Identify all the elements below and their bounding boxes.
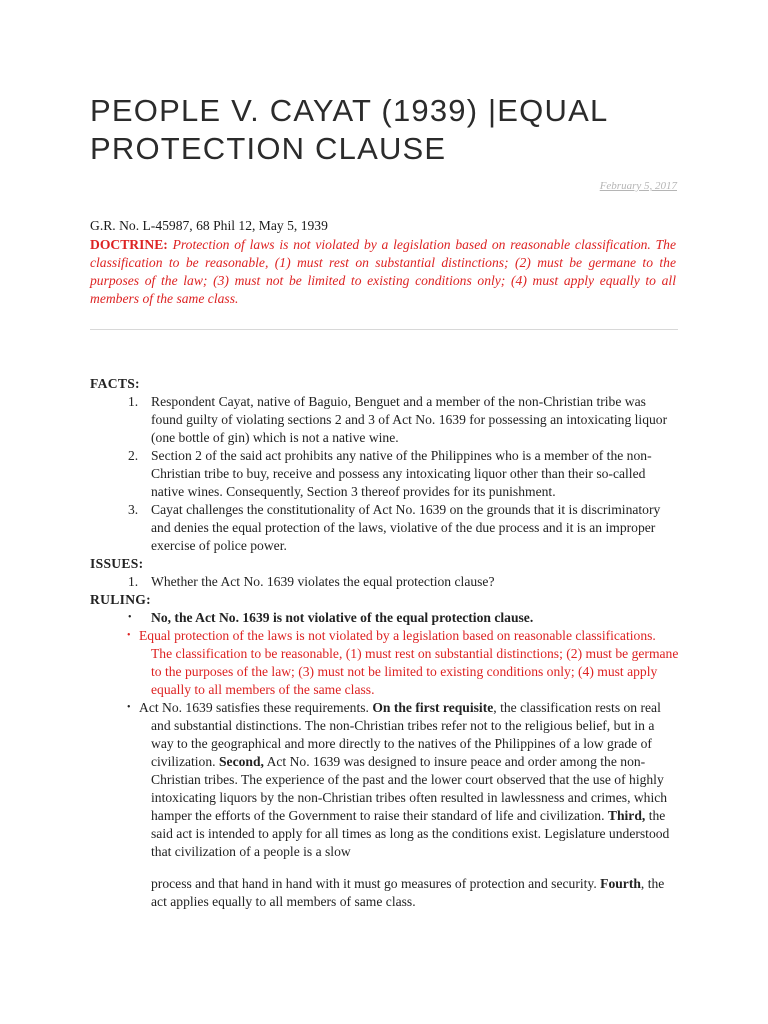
continuation-text-a: process and that hand in hand with it must go measures of protection and security. [151, 876, 597, 891]
fact-text: Section 2 of the said act prohibits any native of the Philippines who is a member of the non-Christian tribe to buy, receive and possess any intoxicating liquor other than their so-called native wines. Consequently, Section 3 thereof provides for its punishment. [151, 448, 652, 499]
fact-text: Respondent Cayat, native of Baguio, Benguet and a member of the non-Christian tribe was found guilty of violating sections 2 and 3 of Act No. 1639 for possessing an intoxicating liquor (one bottle of gin) which is not a native wine. [151, 394, 668, 445]
bullet-icon: • [127, 630, 131, 641]
ruling-text-a: Act No. 1639 satisfies these requirements. [139, 700, 369, 715]
ruling-first-requisite: On the first requisite [372, 700, 494, 715]
ruling-doctrine: Equal protection of the laws is not violated by a legislation based on reasonable classifications. The classification to be reasonable, (1) must rest on substantial distinctions; (2) must be germane to the purposes of the law; (3) must not be limited to existing conditions only; (4) must apply equally to all members of the same class. [139, 628, 679, 697]
ruling-second: Second, [218, 754, 264, 769]
list-item [90, 609, 680, 627]
issues-list [90, 573, 680, 591]
bullet-icon: • [127, 702, 131, 713]
ruling-answer: No, the Act No. 1639 is not violative of the equal protection clause. [151, 610, 534, 625]
list-number: 3. [128, 502, 139, 517]
ruling-fourth: Fourth [600, 876, 641, 891]
list-item [90, 393, 680, 447]
ruling-text-c: , the classification rests on real and substantial distinctions. The non-Christian tribes refer not to the religious belief, but in a way to the geographical and more directly to the natives of the Philippines of a low grade of civilization. [151, 700, 661, 769]
issue-text: Whether the Act No. 1639 violates the equal protection clause? [151, 574, 495, 589]
list-number: 2. [128, 448, 139, 463]
doctrine-paragraph [90, 236, 676, 308]
ruling-text-e: Act No. 1639 was designed to insure peace and order among the non-Christian tribes. The experience of the past and the lower court observed that the use of highly intoxicating liquors by the non-Christian tribes often resulted in lawlessness and crimes, which hamper the efforts of the Government to raise their standard of life and civilization. [151, 754, 668, 823]
list-item [90, 627, 680, 699]
continuation-text-c: , the act applies equally to all members of same class. [151, 876, 665, 909]
case-citation: G.R. No. L-45987, 68 Phil 12, May 5, 1939 [90, 218, 328, 233]
issues-heading: ISSUES: [90, 556, 144, 571]
list-number: 1. [128, 394, 139, 409]
ruling-text-g: the said act is intended to apply for all times as long as the conditions exist. Legislature understood that civilization of a people is a slow [151, 808, 670, 859]
list-number: 1. [128, 574, 139, 589]
ruling-list [90, 609, 680, 861]
case-body [90, 375, 680, 911]
ruling-third: Third, [607, 808, 646, 823]
ruling-heading: RULING: [90, 592, 152, 607]
page-title: PEOPLE V. CAYAT (1939) |EQUAL PROTECTION CLAUSE [90, 93, 608, 166]
bullet-icon: • [128, 612, 132, 623]
list-item [90, 447, 680, 501]
facts-list [90, 393, 680, 555]
section-divider [90, 329, 678, 330]
doctrine-label: DOCTRINE: [90, 237, 168, 252]
list-item [90, 573, 680, 591]
facts-heading: FACTS: [90, 376, 140, 391]
fact-text: Cayat challenges the constitutionality of Act No. 1639 on the grounds that it is discriminatory and denies the equal protection of the laws, violative of the due process and it is an improper exercise of police power. [151, 502, 661, 553]
list-item [90, 699, 680, 861]
ruling-continuation [90, 875, 680, 911]
list-item [90, 501, 680, 555]
doctrine-text: Protection of laws is not violated by a legislation based on reasonable classification. The classification to be reasonable, (1) must rest on substantial distinctions; (2) must be germane to the purposes of the law; (3) must not be limited to existing conditions only; (4) must apply equally to all members of the same class. [90, 237, 676, 306]
post-date[interactable]: February 5, 2017 [599, 180, 677, 192]
